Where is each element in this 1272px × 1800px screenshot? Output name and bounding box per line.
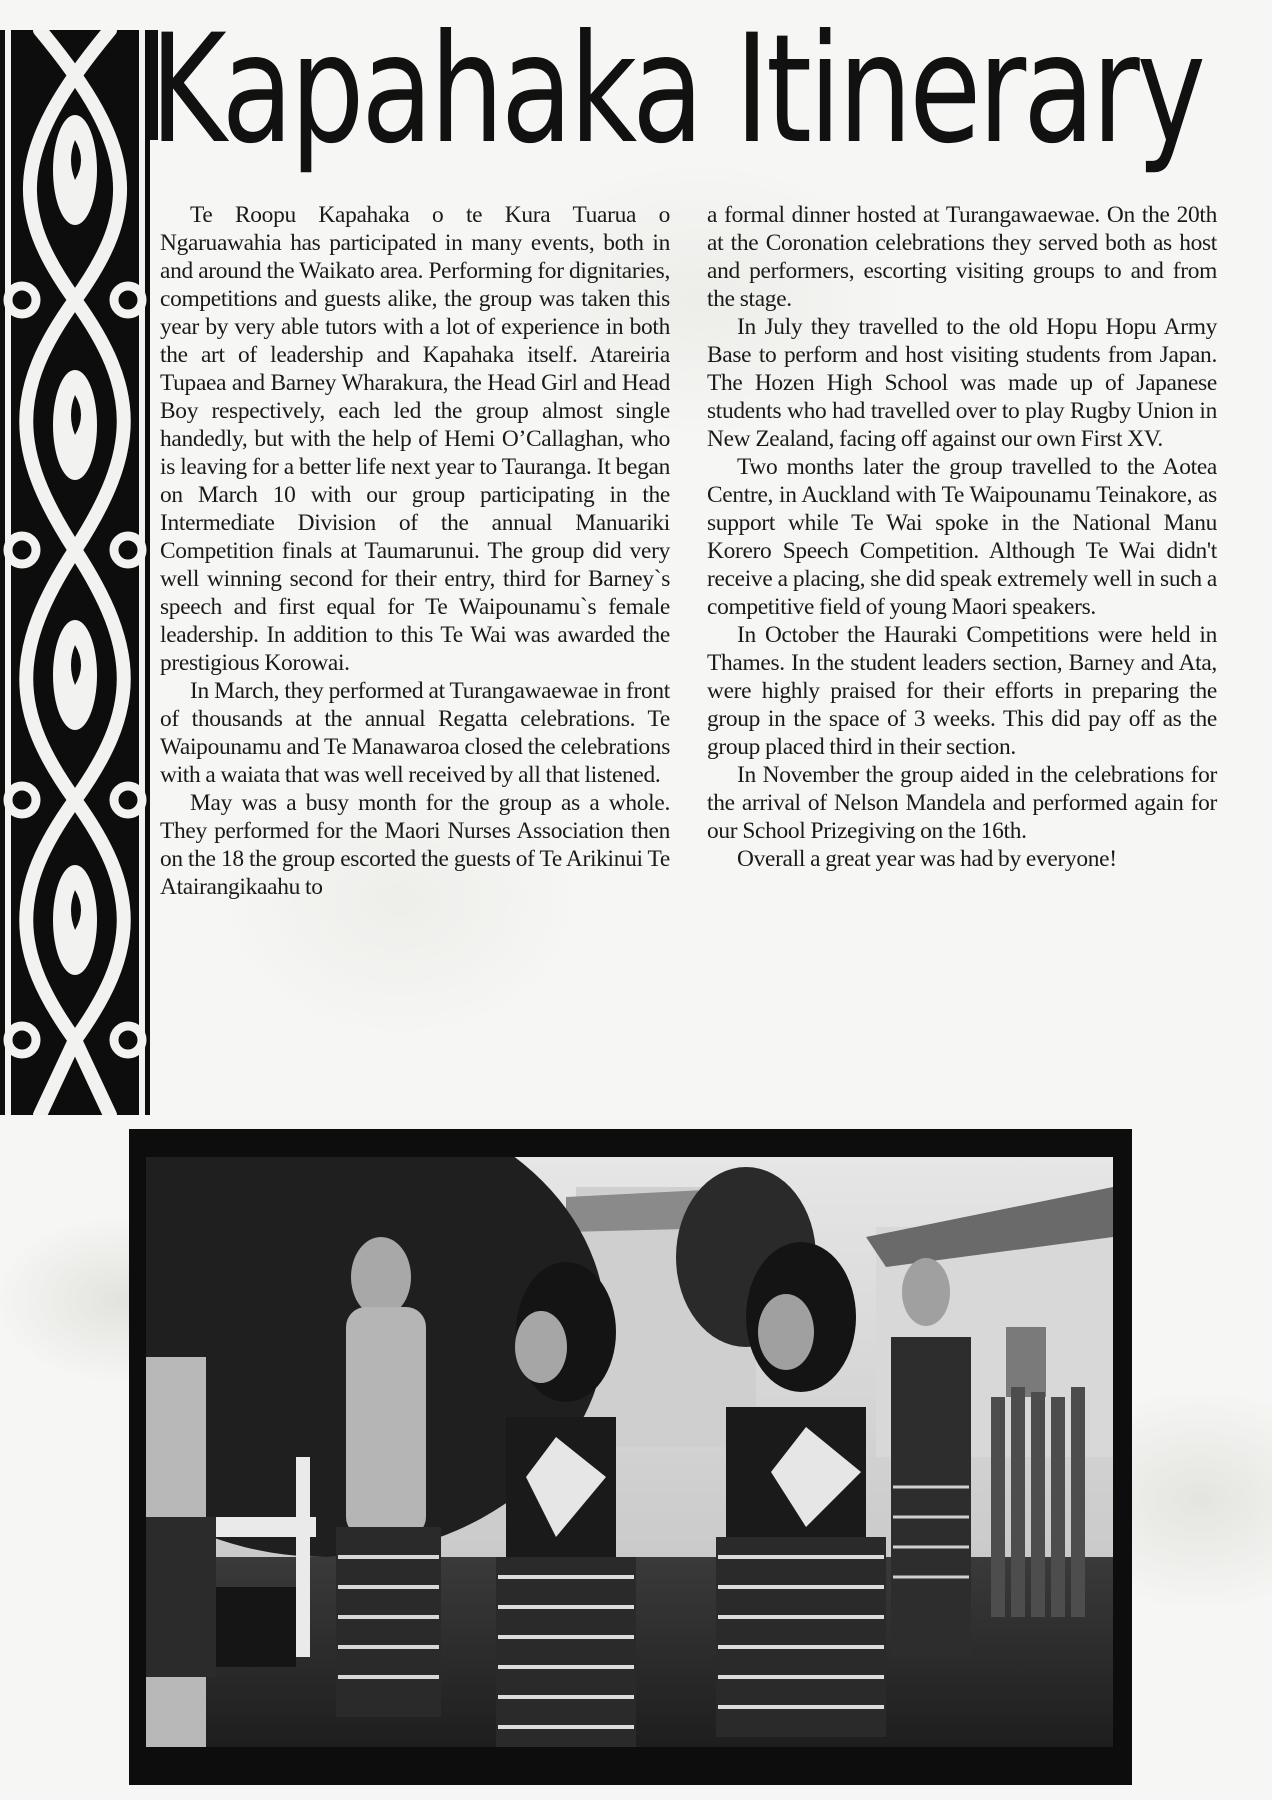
paragraph: Overall a great year was had by everyone! xyxy=(737,846,1117,872)
paragraph: In October the Hauraki Competitions were held in Thames. In the student leaders section, Barney and Ata, were highly praised for their efforts in preparing the group in the space of 3 weeks. This did pay off as the group placed third in their section. xyxy=(707,622,1217,760)
page-title: Kapahaka Itinerary xyxy=(150,3,1203,177)
paragraph: May was a busy month for the group as a whole. They performed for the Maori Nurses Association then on the 18 the group escorted the guests of Te Arikinui Te Atairangikaahu to xyxy=(160,790,670,900)
photo-frame xyxy=(129,1129,1132,1785)
page-header xyxy=(0,0,1272,190)
paragraph: Two months later the group travelled to the Aotea Centre, in Auckland with Te Waipounamu Teinakore, as support while Te Wai spoke in the National Manu Korero Speech Competition. Although Te Wai didn't receive a placing, she did speak extremely well in such a competitive field of young Maori speakers. xyxy=(707,454,1217,620)
article-column-right xyxy=(707,201,1217,873)
article-column-left xyxy=(160,201,670,901)
paragraph: In March, they performed at Turangawaewae in front of thousands at the annual Regatta celebrations. Te Waipounamu and Te Manawaroa closed the celebrations with a waiata that was well received by all that listened. xyxy=(160,678,670,788)
paragraph: In November the group aided in the celebrations for the arrival of Nelson Mandela and performed again for our School Prizegiving on the 16th. xyxy=(707,762,1217,844)
article-columns xyxy=(160,190,1217,901)
kapahaka-photo xyxy=(146,1157,1113,1747)
paragraph: Te Roopu Kapahaka o te Kura Tuarua o Ngaruawahia has participated in many events, both in and around the Waikato area. Performing for dignitaries, competitions and guests alike, the group was taken this year by very able tutors with a lot of experience in both the art of leadership and Kapahaka itself. Atareiria Tupaea and Barney Wharakura, the Head Girl and Head Boy respectively, each led the group almost single handedly, but with the help of Hemi O’Callaghan, who is leaving for a better life next year to Tauranga. It began on March 10 with our group participating in the Intermediate Division of the annual Manuariki Competition finals at Taumarunui. The group did very well winning second for their entry, third for Barney`s speech and first equal for Te Waipounamu`s female leadership. In addition to this Te Wai was awarded the prestigious Korowai. xyxy=(160,202,670,676)
maori-koru-border xyxy=(0,30,150,1115)
body-row xyxy=(0,190,1272,1115)
photo-area xyxy=(129,1129,1132,1785)
paragraph: In July they travelled to the old Hopu Hopu Army Base to perform and host visiting students from Japan. The Hozen High School was made up of Japanese students who had travelled over to play Rugby Union in New Zealand, facing off against our own First XV. xyxy=(707,314,1217,452)
paragraph: a formal dinner hosted at Turangawaewae. On the 20th at the Coronation celebrations they served both as host and performers, escorting visiting groups to and from the stage. xyxy=(707,202,1217,312)
